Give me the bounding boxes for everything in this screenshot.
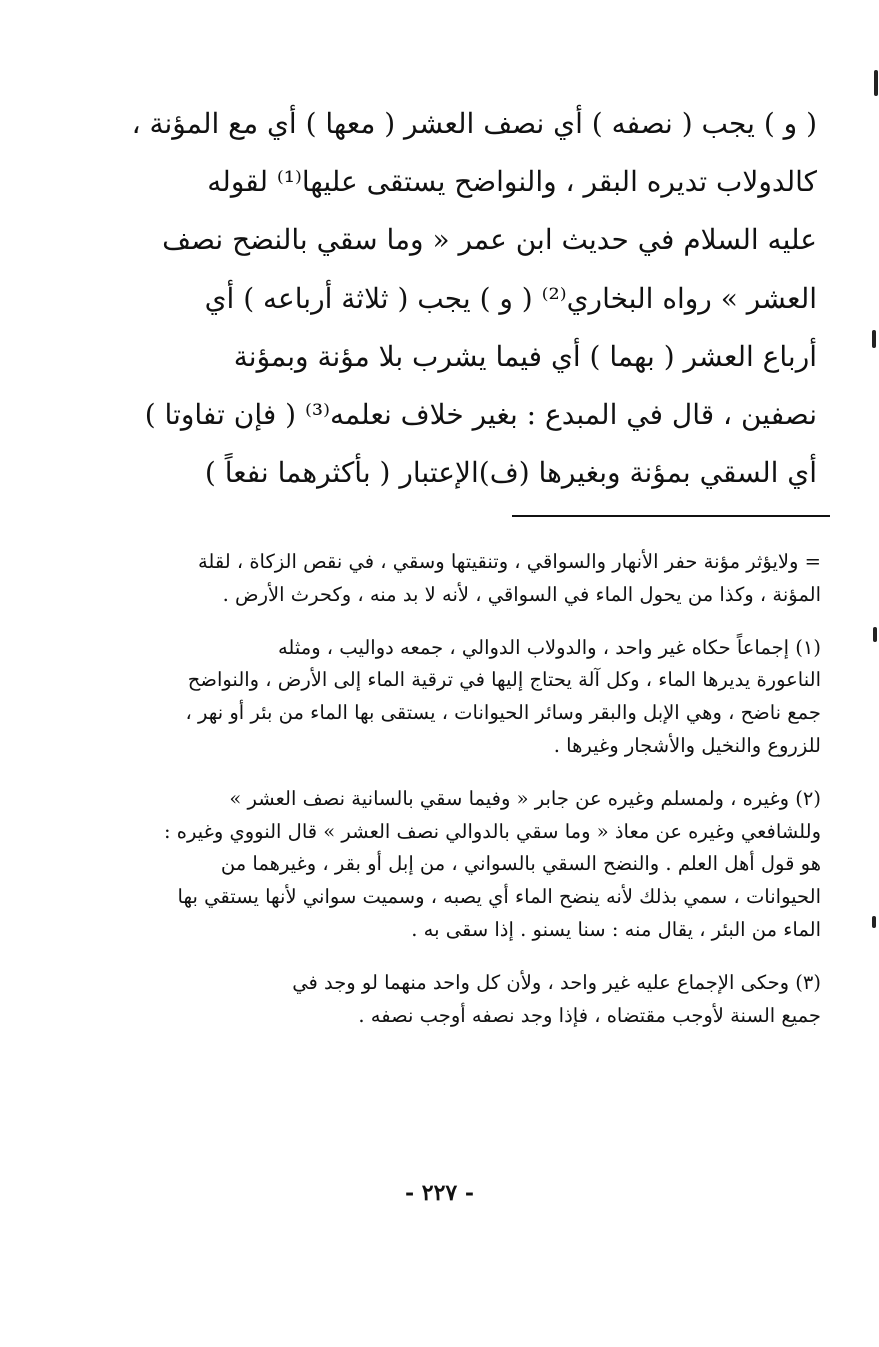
edge-mark [873, 627, 877, 642]
footnote-line: المؤنة ، وكذا من يحول الماء في السواقي ، لأنه لا بد منه ، وكحرث الأرض . [222, 582, 821, 606]
footnote-separator [512, 515, 830, 517]
edge-mark [874, 70, 878, 96]
footnote-line: جميع السنة لأوجب مقتضاه ، فإذا وجد نصفه أوجب نصفه . [358, 1003, 821, 1027]
main-text-line: نصفين ، قال في المبدع : بغير خلاف نعلمه⁽³⁾ ( فإن تفاوتا ) [144, 397, 817, 431]
footnote-line: هو قول أهل العلم . والنضح السقي بالسواني ، من إبل أو بقر ، وغيرهما من [220, 852, 821, 876]
main-text [77, 95, 817, 502]
main-text-line: عليه السلام في حديث ابن عمر « وما سقي بالنضح نصف [162, 223, 817, 257]
footnotes [73, 546, 821, 1052]
edge-mark [872, 330, 876, 348]
page-number: - ٢٢٧ - [404, 1180, 475, 1206]
footnote-1 [73, 632, 821, 763]
edge-mark [872, 916, 876, 928]
footnote-3 [73, 967, 821, 1033]
footnote-continuation [73, 546, 821, 612]
footnote-line: الناعورة يديرها الماء ، وكل آلة يحتاج إليها في ترقية الماء إلى الأرض ، والنواضح [187, 668, 821, 692]
main-text-line: أي السقي بمؤنة وبغيرها (ف)الإعتبار ( بأكثرهما نفعاً ) [204, 456, 817, 490]
footnote-line: للزروع والنخيل والأشجار وغيرها . [553, 733, 821, 757]
footnote-line: = ولايؤثر مؤنة حفر الأنهار والسواقي ، وتنقيتها وسقي ، في نقص الزكاة ، لقلة [197, 550, 821, 573]
main-text-line: العشر » رواه البخاري⁽²⁾ ( و ) يجب ( ثلاثة أرباعه ) أي [204, 281, 817, 315]
footnote-line: الحيوانات ، سمي بذلك لأنه ينضح الماء أي يصبه ، وسميت سواني لأنها يستقي بها [177, 885, 821, 909]
footnote-line: (٢) وغيره ، ولمسلم وغيره عن جابر « وفيما سقي بالسانية نصف العشر » [229, 786, 821, 810]
footnote-line: وللشافعي وغيره عن معاذ « وما سقي بالدوالي نصف العشر » قال النووي وغيره : [164, 819, 821, 843]
main-text-line: كالدولاب تديره البقر ، والنواضح يستقى عليها⁽¹⁾ لقوله [207, 165, 817, 199]
footnote-line: (١) إجماعاً حكاه غير واحد ، والدولاب الدوالي ، جمعه دواليب ، ومثله [277, 635, 821, 659]
main-text-line: ( و ) يجب ( نصفه ) أي نصف العشر ( معها ) أي مع المؤنة ، [131, 107, 817, 140]
footnote-line: (٣) وحكى الإجماع عليه غير واحد ، ولأن كل واحد منهما لو وجد في [292, 970, 821, 994]
footnote-line: الماء من البئر ، يقال منه : سنا يسنو . إذا سقى به . [411, 917, 821, 941]
footnote-line: جمع ناضح ، وهي الإبل والبقر وسائر الحيوانات ، يستقى بها الماء من بئر أو نهر ، [185, 701, 821, 725]
footnote-2 [73, 783, 821, 947]
main-text-line: أرباع العشر ( بهما ) أي فيما يشرب بلا مؤنة وبمؤنة [233, 339, 817, 373]
